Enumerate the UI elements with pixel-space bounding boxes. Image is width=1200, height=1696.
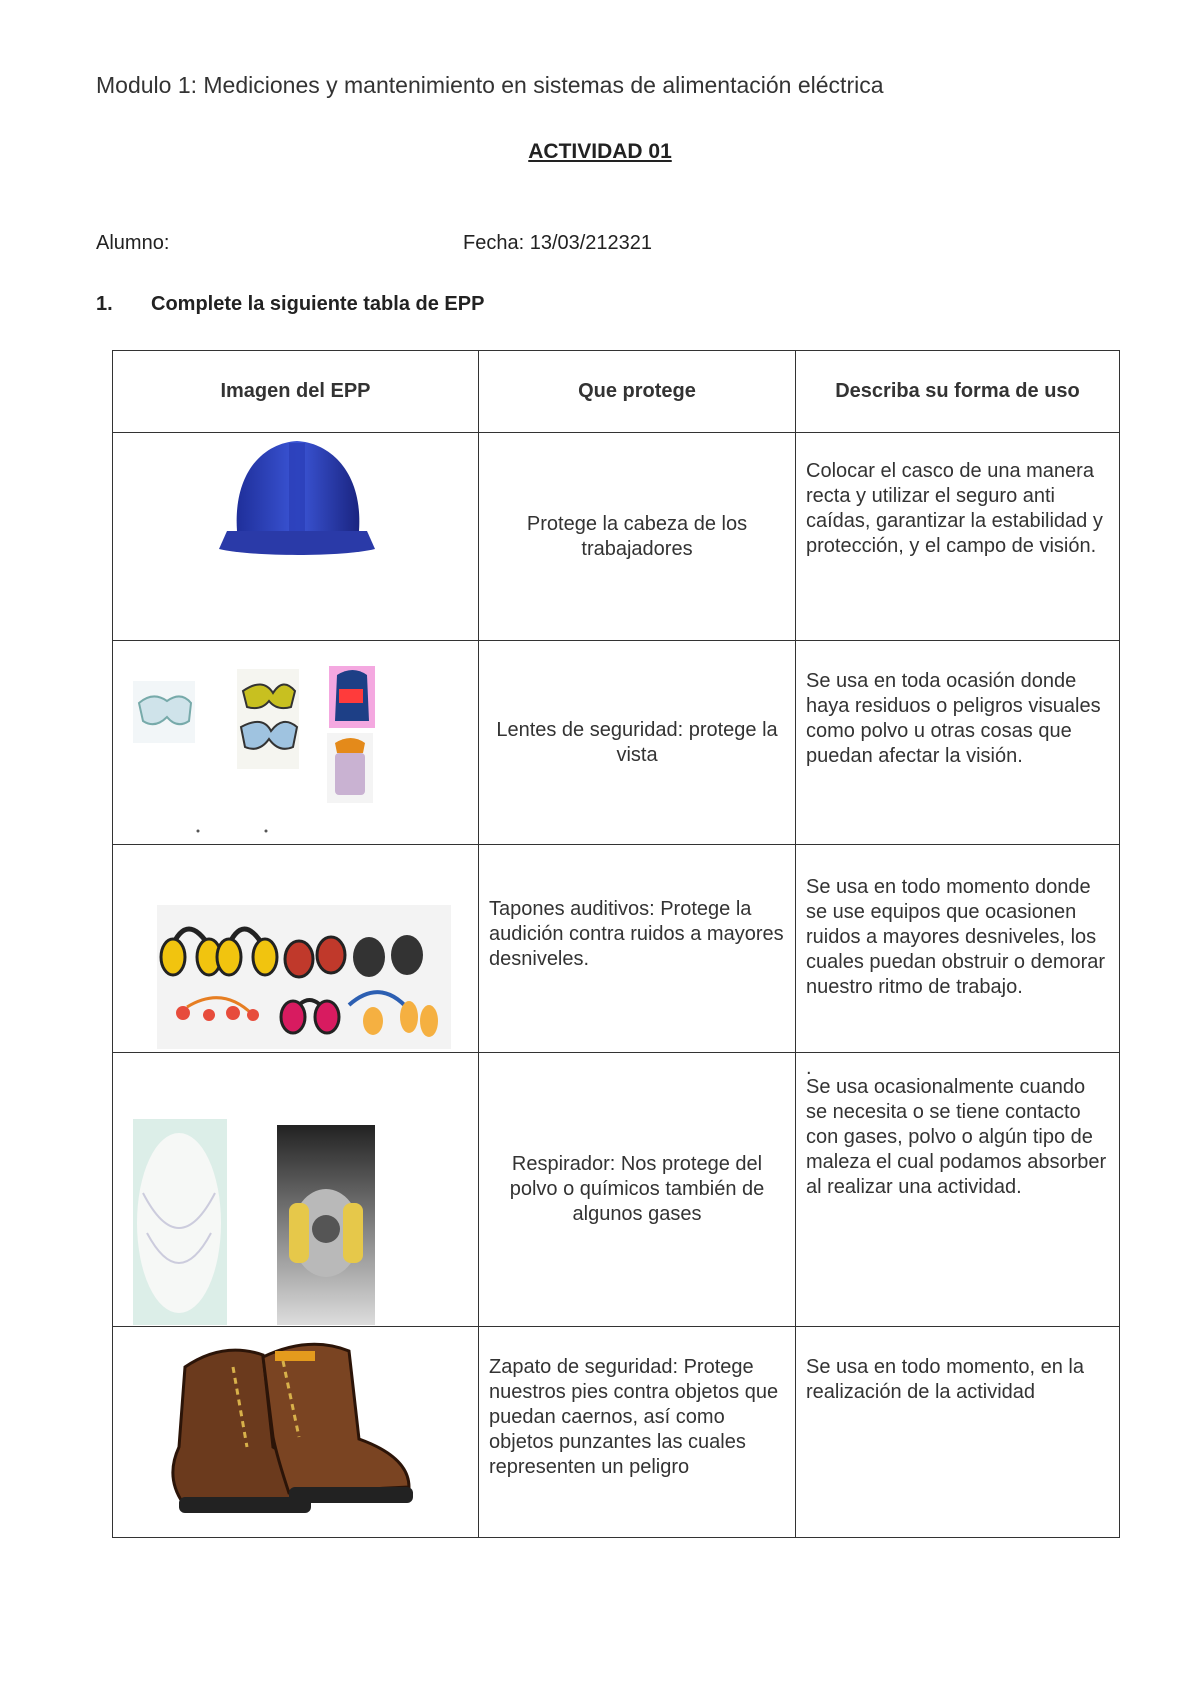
column-header-image: Imagen del EPP bbox=[113, 351, 479, 433]
protects-cell: Protege la cabeza de los trabajadores bbox=[479, 433, 796, 641]
table-row bbox=[113, 433, 1120, 641]
question-number: 1. bbox=[96, 293, 113, 315]
activity-title: ACTIVIDAD 01 bbox=[528, 140, 672, 163]
student-label: Alumno: bbox=[96, 232, 170, 254]
column-header-protects: Que protege bbox=[479, 351, 796, 433]
question-heading bbox=[96, 293, 484, 316]
protects-cell: Zapato de seguridad: Protege nuestros pies contra objetos que puedan caernos, así como objetos punzantes las cuales representen un peligro bbox=[479, 1327, 796, 1538]
usage-cell bbox=[796, 1053, 1120, 1327]
table-row bbox=[113, 1327, 1120, 1538]
table-row bbox=[113, 845, 1120, 1053]
date-label: Fecha: 13/03/212321 bbox=[463, 232, 653, 254]
hard-hat-image bbox=[113, 433, 479, 640]
column-header-usage: Describa su forma de uso bbox=[796, 351, 1120, 433]
hearing-protection-image bbox=[113, 845, 479, 1052]
safety-glasses-image bbox=[113, 641, 479, 844]
epp-image-cell bbox=[113, 433, 479, 641]
protects-cell: Tapones auditivos: Protege la audición contra ruidos a mayores desniveles. bbox=[479, 845, 796, 1053]
usage-cell: Se usa en todo momento, en la realización de la actividad bbox=[796, 1327, 1120, 1538]
usage-dot: . bbox=[806, 1057, 812, 1079]
table-header-row bbox=[113, 351, 1120, 433]
protects-cell: Respirador: Nos protege del polvo o químicos también de algunos gases bbox=[479, 1053, 796, 1327]
epp-table bbox=[112, 350, 1120, 1538]
epp-image-cell bbox=[113, 845, 479, 1053]
protects-cell: Lentes de seguridad: protege la vista bbox=[479, 641, 796, 845]
usage-text: Se usa ocasionalmente cuando se necesita o se tiene contacto con gases, polvo o algún tipo de maleza el cual podamos absorber al realizar una actividad. bbox=[806, 1076, 1107, 1198]
usage-cell: Se usa en toda ocasión donde haya residuos o peligros visuales como polvo u otras cosas que puedan afectar la visión. bbox=[796, 641, 1120, 845]
question-text: Complete la siguiente tabla de EPP bbox=[151, 293, 485, 315]
table-row bbox=[113, 1053, 1120, 1327]
epp-image-cell bbox=[113, 641, 479, 845]
usage-cell: Colocar el casco de una manera recta y utilizar el seguro anti caídas, garantizar la estabilidad y protección, y el campo de visión. bbox=[796, 433, 1120, 641]
module-header: Modulo 1: Mediciones y mantenimiento en sistemas de alimentación eléctrica bbox=[96, 72, 884, 98]
epp-image-cell bbox=[113, 1053, 479, 1327]
table-row bbox=[113, 641, 1120, 845]
respirator-image bbox=[113, 1053, 479, 1326]
safety-boots-image bbox=[113, 1327, 479, 1537]
usage-cell: Se usa en todo momento donde se use equipos que ocasionen ruidos a mayores desniveles, los cuales puedan obstruir o demorar nuestro ritmo de trabajo. bbox=[796, 845, 1120, 1053]
epp-image-cell bbox=[113, 1327, 479, 1538]
